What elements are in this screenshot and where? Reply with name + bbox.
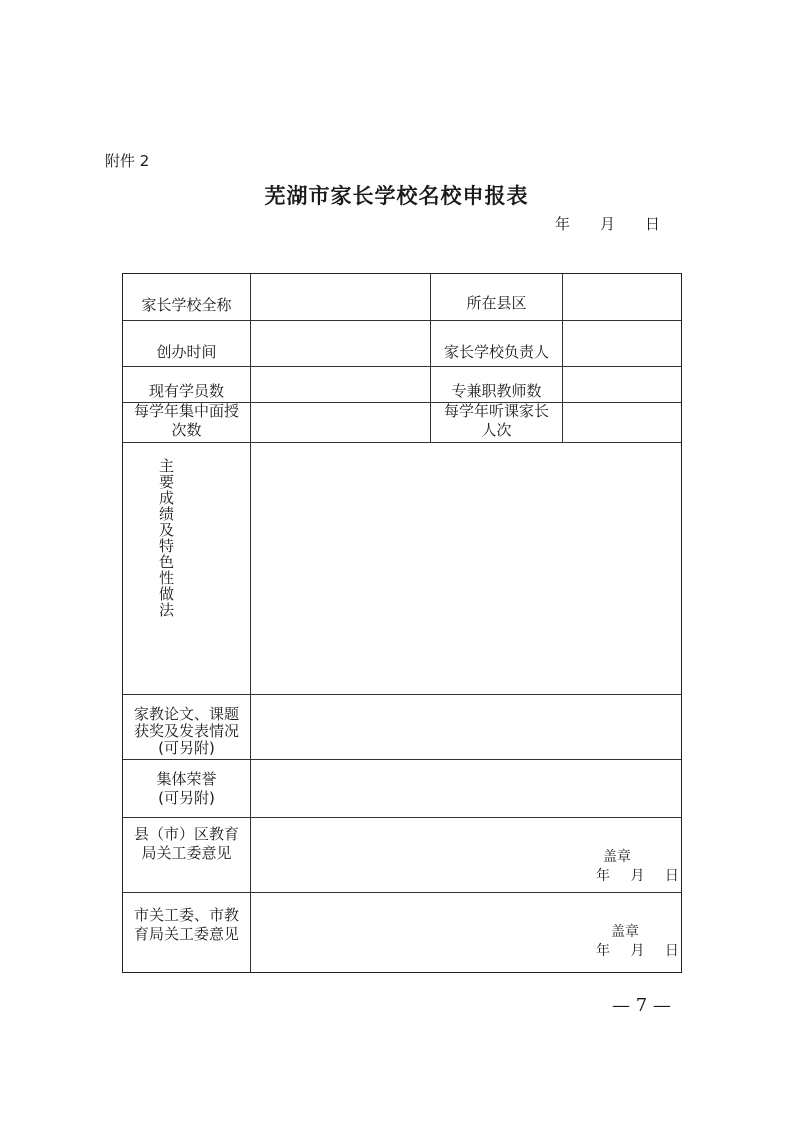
attachment-label: 附件 2 (105, 152, 150, 170)
students-field[interactable] (251, 367, 430, 402)
header-date-year: 年 (555, 215, 571, 233)
principal-field[interactable] (563, 321, 681, 366)
attendance-field[interactable] (563, 403, 681, 442)
papers-label (123, 706, 250, 757)
achievements-field[interactable] (251, 443, 681, 694)
city-date-day: 日 (664, 943, 679, 959)
county-date (596, 865, 679, 885)
county-opinion-field[interactable] (251, 818, 681, 892)
header-date-month: 月 (600, 215, 616, 233)
city-seal-label: 盖章 (611, 924, 639, 940)
county-field[interactable] (563, 275, 681, 320)
county-opinion-label-line1: 县（市）区教育 (133, 825, 239, 843)
papers-field[interactable] (251, 695, 681, 759)
founded-label: 创办时间 (156, 343, 217, 361)
teachers-label: 专兼职教师数 (451, 382, 542, 400)
city-opinion-field[interactable] (251, 893, 681, 972)
county-date-month: 月 (630, 868, 645, 884)
school-name-field[interactable] (251, 275, 430, 320)
lectures-label-line2: 次数 (171, 421, 202, 439)
papers-label-line3: (可另附) (158, 739, 215, 757)
achievements-label: 主要成绩及特色性做法 (157, 458, 175, 618)
school-name-label: 家长学校全称 (141, 296, 232, 314)
county-date-day: 日 (664, 868, 679, 884)
county-label: 所在县区 (466, 294, 527, 312)
city-opinion-label-line1: 市关工委、市教 (133, 906, 239, 924)
attendance-label (431, 402, 562, 440)
honors-label (123, 770, 250, 808)
city-opinion-label (123, 906, 250, 944)
papers-label-line1: 家教论文、课题 (133, 705, 239, 723)
attendance-label-line2: 人次 (481, 421, 512, 439)
honors-label-line2: (可另附) (158, 789, 215, 807)
city-date (596, 940, 679, 960)
principal-label: 家长学校负责人 (443, 343, 549, 361)
header-date (555, 213, 660, 234)
honors-field[interactable] (251, 760, 681, 817)
application-form-table (122, 273, 682, 973)
city-date-year: 年 (596, 943, 610, 959)
lectures-label (123, 402, 250, 440)
county-date-year: 年 (596, 868, 610, 884)
teachers-field[interactable] (563, 367, 681, 402)
city-opinion-label-line2: 育局关工委意见 (133, 925, 239, 943)
students-label: 现有学员数 (148, 382, 224, 400)
city-date-month: 月 (630, 943, 645, 959)
page-number: — 7 — (612, 995, 671, 1016)
lectures-field[interactable] (251, 403, 430, 442)
honors-label-line1: 集体荣誉 (156, 770, 217, 788)
attendance-label-line1: 每学年听课家长 (443, 402, 549, 420)
papers-label-line2: 获奖及发表情况 (133, 722, 239, 740)
county-opinion-label (123, 825, 250, 863)
header-date-day: 日 (645, 215, 661, 233)
county-opinion-label-line2: 局关工委意见 (141, 844, 232, 862)
county-seal-label: 盖章 (603, 849, 631, 865)
form-title: 芜湖市家长学校名校申报表 (264, 184, 529, 208)
lectures-label-line1: 每学年集中面授 (133, 402, 239, 420)
founded-field[interactable] (251, 321, 430, 366)
